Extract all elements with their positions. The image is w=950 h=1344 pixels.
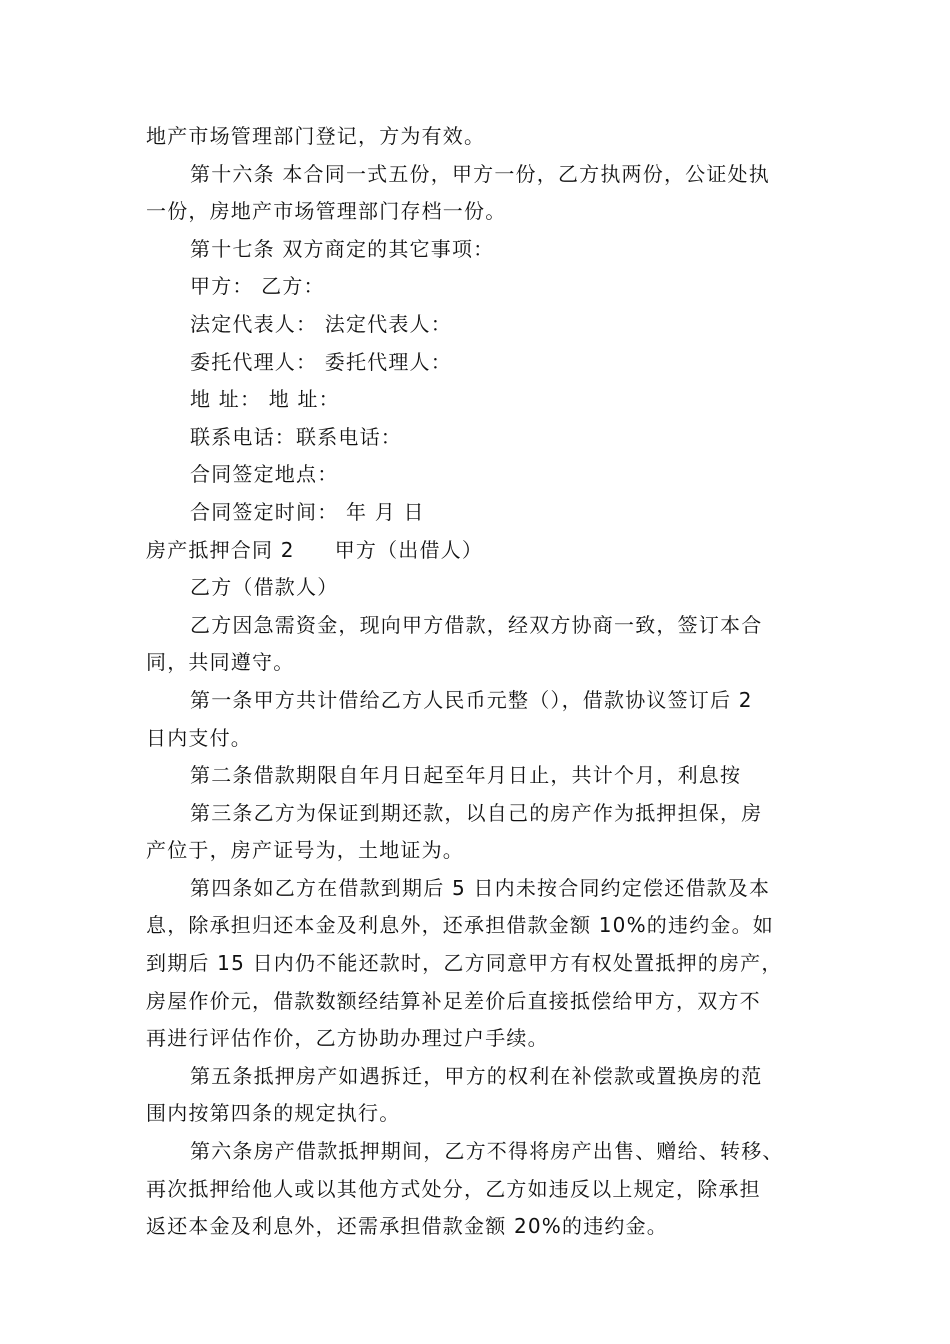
text-line: 再次抵押给他人或以其他方式处分，乙方如违反以上规定，除承担 [146,1176,761,1201]
text-line: 地 址： 地 址： [190,387,340,412]
text-line: 第四条如乙方在借款到期后 5 日内未按合同约定偿还借款及本 [190,875,771,900]
text-line: 到期后 15 日内仍不能还款时，乙方同意甲方有权处置抵押的房产， [146,951,783,976]
text-line: 法定代表人： 法定代表人： [190,311,452,336]
text-line: 第十七条 双方商定的其它事项： [190,236,495,261]
text-line: 同，共同遵守。 [146,650,295,675]
text-line: 第二条借款期限自年月日起至年月日止，共计个月，利息按 [190,763,742,788]
text-line: 乙方（借款人） [190,575,339,600]
text-line: 息，除承担归还本金及利息外，还承担借款金额 10%的违约金。如 [146,913,775,938]
text-line: 围内按第四条的规定执行。 [146,1101,401,1126]
lender-label: 甲方（出借人） [334,537,484,562]
text-line: 一份，房地产市场管理部门存档一份。 [146,199,507,224]
text-line: 甲方： 乙方： [190,274,325,299]
text-line: 乙方因急需资金，现向甲方借款，经双方协商一致，签订本合 [190,612,763,637]
text-line [146,532,806,570]
text-line: 返还本金及利息外，还需承担借款金额 20%的违约金。 [146,1214,669,1239]
text-line: 合同签定时间： 年 月 日 [190,499,425,524]
text-line: 日内支付。 [146,725,252,750]
text-line: 再进行评估作价，乙方协助办理过户手续。 [146,1026,549,1051]
text-line: 产位于，房产证号为，土地证为。 [146,838,464,863]
text-line: 第三条乙方为保证到期还款，以自己的房产作为抵押担保，房 [190,800,763,825]
text-line: 地产市场管理部门登记，方为有效。 [146,124,486,148]
text-line: 第十六条 本合同一式五份，甲方一份，乙方执两份，公证处执 [190,161,770,186]
text-line: 第六条房产借款抵押期间，乙方不得将房产出售、赠给、转移、 [190,1139,784,1164]
contract-title: 房产抵押合同 2 [146,537,295,562]
text-line: 第一条甲方共计借给乙方人民币元整（），借款协议签订后 2 [190,687,753,712]
text-line: 第五条抵押房产如遇拆迁，甲方的权利在补偿款或置换房的范 [190,1063,763,1088]
text-line: 委托代理人： 委托代理人： [190,349,452,374]
text-line: 联系电话：联系电话： [190,424,402,449]
text-line: 房屋作价元，借款数额经结算补足差价后直接抵偿给甲方，双方不 [146,988,761,1013]
contract-text [146,118,806,1246]
text-line: 合同签定地点： [190,462,339,487]
